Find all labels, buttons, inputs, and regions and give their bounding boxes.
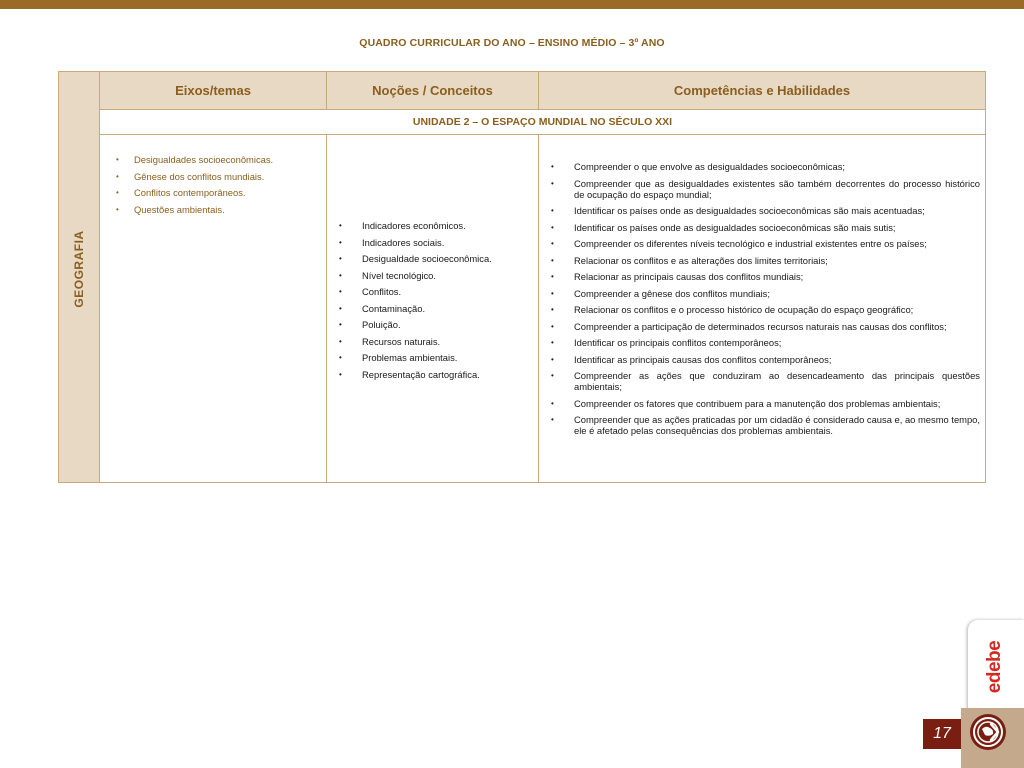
- eixo-tema-item: • Questões ambientais.: [116, 204, 316, 215]
- nocoes-conceitos-cell: [327, 135, 539, 482]
- competencia-item: • Compreender o que envolve as desigualdades socioeconômicas;: [551, 161, 980, 172]
- nocao-conceito-item: • Poluição.: [339, 319, 529, 330]
- competencia-item: • Relacionar os conflitos e o processo histórico de ocupação do espaço geográfico;: [551, 304, 980, 315]
- eixos-temas-cell: [100, 135, 327, 482]
- competencia-item: • Relacionar as principais causas dos conflitos mundiais;: [551, 271, 980, 282]
- nocao-conceito-item: • Problemas ambientais.: [339, 352, 529, 363]
- nocoes-conceitos-list: [339, 220, 529, 385]
- eixo-tema-item: • Conflitos contemporâneos.: [116, 187, 316, 198]
- competencia-item: • Identificar os principais conflitos contemporâneos;: [551, 337, 980, 348]
- nocao-conceito-item: • Conflitos.: [339, 286, 529, 297]
- competencia-item: • Compreender as ações que conduziram ao desencadeamento das principais questões ambientais;: [551, 370, 980, 392]
- nocao-conceito-item: • Indicadores econômicos.: [339, 220, 529, 231]
- nocao-conceito-item: • Representação cartográfica.: [339, 369, 529, 380]
- top-decorative-band: [0, 0, 1024, 9]
- nocao-conceito-item: • Nível tecnológico.: [339, 270, 529, 281]
- competencia-item: • Identificar os países onde as desigualdades socioeconômicas são mais sutis;: [551, 222, 980, 233]
- eixo-tema-item: • Desigualdades socioeconômicas.: [116, 154, 316, 165]
- competencia-item: • Compreender a gênese dos conflitos mundiais;: [551, 288, 980, 299]
- header-eixos-temas: Eixos/temas: [100, 72, 327, 109]
- document-title: QUADRO CURRICULAR DO ANO – ENSINO MÉDIO – 3º ANO: [359, 37, 665, 49]
- competencia-item: • Relacionar os conflitos e as alterações dos limites territoriais;: [551, 255, 980, 266]
- table-header-row: [100, 72, 985, 110]
- nocao-conceito-item: • Contaminação.: [339, 303, 529, 314]
- competencia-item: • Compreender os fatores que contribuem para a manutenção dos problemas ambientais;: [551, 398, 980, 409]
- competencia-item: • Compreender que as desigualdades existentes são também decorrentes do processo histórico de ocupação do espaço mundial;: [551, 178, 980, 200]
- brand-tab: [968, 620, 1024, 712]
- nocao-conceito-item: • Indicadores sociais.: [339, 237, 529, 248]
- competencia-item: • Identificar os países onde as desigualdades socioeconômicas são mais acentuadas;: [551, 205, 980, 216]
- competencia-item: • Compreender que as ações praticadas por um cidadão é considerado causa e, ao mesmo tempo, ele é afetado pelas consequências dos problemas ambientais.: [551, 414, 980, 436]
- globe-arrow-icon: [968, 712, 1008, 752]
- page-number: 17: [923, 719, 961, 749]
- header-competencias-habilidades: Competências e Habilidades: [673, 83, 851, 98]
- competencia-item: • Compreender a participação de determinados recursos naturais nas causas dos conflitos;: [551, 321, 980, 332]
- header-nocoes-conceitos: Noções / Conceitos: [327, 72, 539, 109]
- subject-label: GEOGRAFIA: [72, 230, 86, 308]
- subject-column: [59, 72, 100, 482]
- curriculum-table: [58, 71, 986, 483]
- competencia-item: • Compreender os diferentes níveis tecnológico e industrial existentes entre os países;: [551, 238, 980, 249]
- unit-title-row: UNIDADE 2 – O ESPAÇO MUNDIAL NO SÉCULO XXI: [100, 110, 985, 135]
- competencias-habilidades-cell: [539, 135, 985, 482]
- competencia-item: • Identificar as principais causas dos conflitos contemporâneos;: [551, 354, 980, 365]
- globe-arrow-button[interactable]: [968, 712, 1008, 752]
- brand-logo: edebe: [984, 640, 1005, 694]
- competencias-habilidades-list: [551, 161, 980, 442]
- nocao-conceito-item: • Recursos naturais.: [339, 336, 529, 347]
- eixos-temas-list: [116, 154, 316, 220]
- nocao-conceito-item: • Desigualdade socioeconômica.: [339, 253, 529, 264]
- eixo-tema-item: • Gênese dos conflitos mundiais.: [116, 171, 316, 182]
